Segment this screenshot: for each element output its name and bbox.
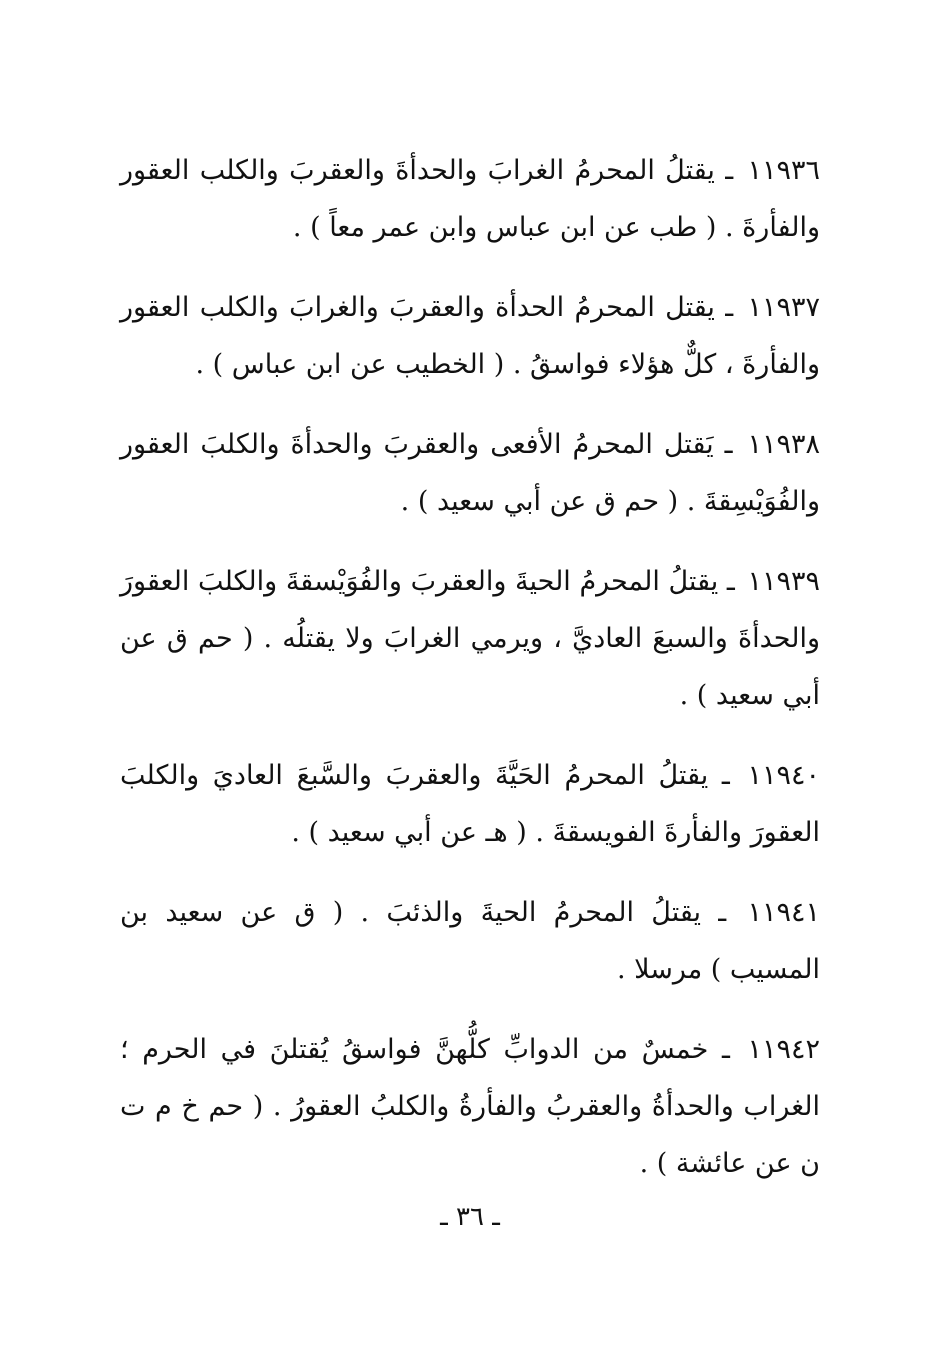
hadith-entry	[120, 142, 820, 256]
hadith-entry	[120, 553, 820, 724]
hadith-entry	[120, 416, 820, 530]
hadith-entry	[120, 279, 820, 393]
hadith-text: ـ يَقتل المحرمُ الأفعى والعقربَ والحدأةَ والكلبَ العقور والفُوَيْسِقةَ . ( حم ق عن أبي سعيد ) .	[120, 429, 820, 517]
hadith-number: ١١٩٤٠	[747, 760, 820, 791]
hadith-entry	[120, 747, 820, 861]
hadith-number: ١١٩٣٩	[747, 566, 820, 597]
hadith-list	[120, 142, 820, 1215]
hadith-text: ـ يقتل المحرمُ الحدأة والعقربَ والغرابَ والكلب العقور والفأرةَ ، كلٌّ هؤلاء فواسقُ . ( الخطيب عن ابن عباس ) .	[120, 292, 820, 380]
hadith-number: ١١٩٣٧	[747, 292, 820, 323]
hadith-entry	[120, 884, 820, 998]
hadith-text: ـ يقتلُ المحرمُ الحيةَ والذئبَ . ( ق عن سعيد بن المسيب ) مرسلا .	[120, 897, 820, 985]
hadith-number: ١١٩٣٨	[747, 429, 821, 460]
hadith-text: ـ خمسٌ من الدوابِّ كلُّهنَّ فواسقُ يُقتلنَ في الحرم ؛ الغراب والحدأةُ والعقربُ والفأرةُ والكلبُ العقورُ . ( حم خ م ت ن عن عائشة ) .	[120, 1034, 820, 1179]
hadith-entry	[120, 1021, 820, 1192]
hadith-text: ـ يقتلُ المحرمُ الغرابَ والحدأةَ والعقربَ والكلب العقور والفأرةَ . ( طب عن ابن عباس وابن عمر معاً ) .	[120, 155, 820, 243]
hadith-number: ١١٩٤١	[747, 897, 820, 928]
hadith-number: ١١٩٤٢	[747, 1034, 820, 1065]
hadith-text: ـ يقتلُ المحرمُ الحَيَّةَ والعقربَ والسَّبعَ العاديَ والكلبَ العقورَ والفأرةَ الفويسقةَ . ( هـ عن أبي سعيد ) .	[120, 760, 820, 848]
hadith-text: ـ يقتلُ المحرمُ الحيةَ والعقربَ والفُوَيْسقةَ والكلبَ العقورَ والحدأةَ والسبعَ العاديَّ ، ويرمي الغرابَ ولا يقتلُه . ( حم ق عن أبي سعيد ) .	[120, 566, 820, 711]
hadith-number: ١١٩٣٦	[747, 155, 820, 186]
page-number: ـ ٣٦ ـ	[440, 1202, 500, 1232]
